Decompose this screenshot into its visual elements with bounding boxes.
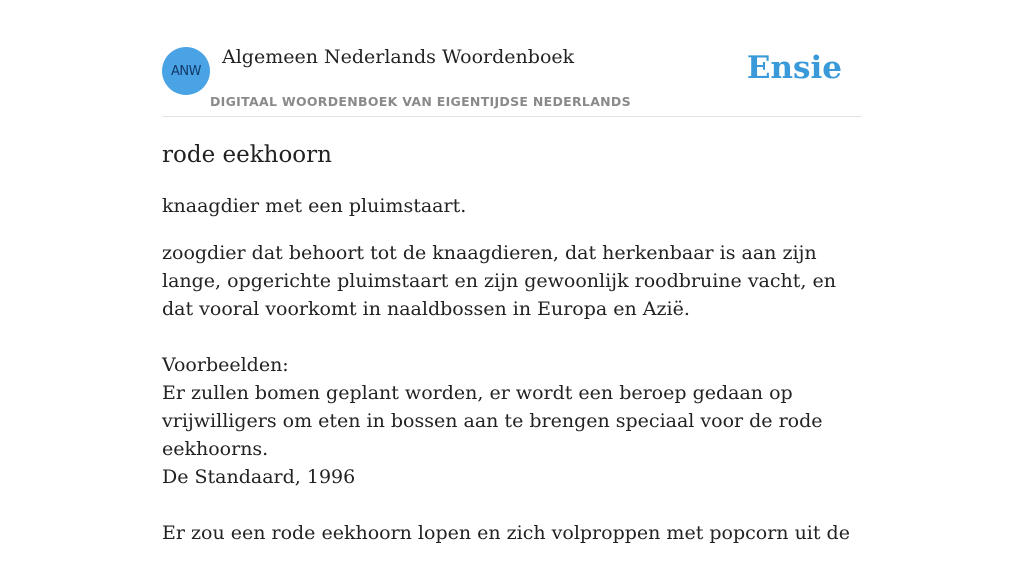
long-definition: zoogdier dat behoort tot de knaagdieren, dat herkenbaar is aan zijn lange, opgerichte pluimstaart en zijn gewoonlijk roodbruine vacht, en dat vooral voorkomt in naaldbossen in Europa en Azië.: [162, 242, 836, 320]
example-item: [162, 379, 862, 491]
logo-text: ANW: [171, 63, 201, 79]
short-definition: knaagdier met een pluimstaart.: [162, 195, 467, 217]
entry-content: [162, 140, 862, 575]
entry-term: rode eekhoorn: [162, 142, 332, 168]
example-item: [162, 519, 862, 547]
example-source: De Standaard, 1996: [162, 466, 356, 488]
site-header: [162, 40, 862, 117]
example-text: Er zou een rode eekhoorn lopen en zich volproppen met popcorn uit de: [162, 522, 850, 544]
ensie-brand-logo[interactable]: Ensie: [746, 50, 842, 86]
example-text: Er zullen bomen geplant worden, er wordt een beroep gedaan op vrijwilligers om eten in bossen aan te brengen speciaal voor de rode eekhoorns.: [162, 382, 823, 460]
anw-logo[interactable]: [162, 47, 210, 95]
site-subtitle: DIGITAAL WOORDENBOEK VAN EIGENTIJDSE NEDERLANDS: [210, 94, 631, 109]
examples-label: Voorbeelden:: [162, 354, 289, 376]
site-title[interactable]: Algemeen Nederlands Woordenboek: [222, 46, 575, 68]
